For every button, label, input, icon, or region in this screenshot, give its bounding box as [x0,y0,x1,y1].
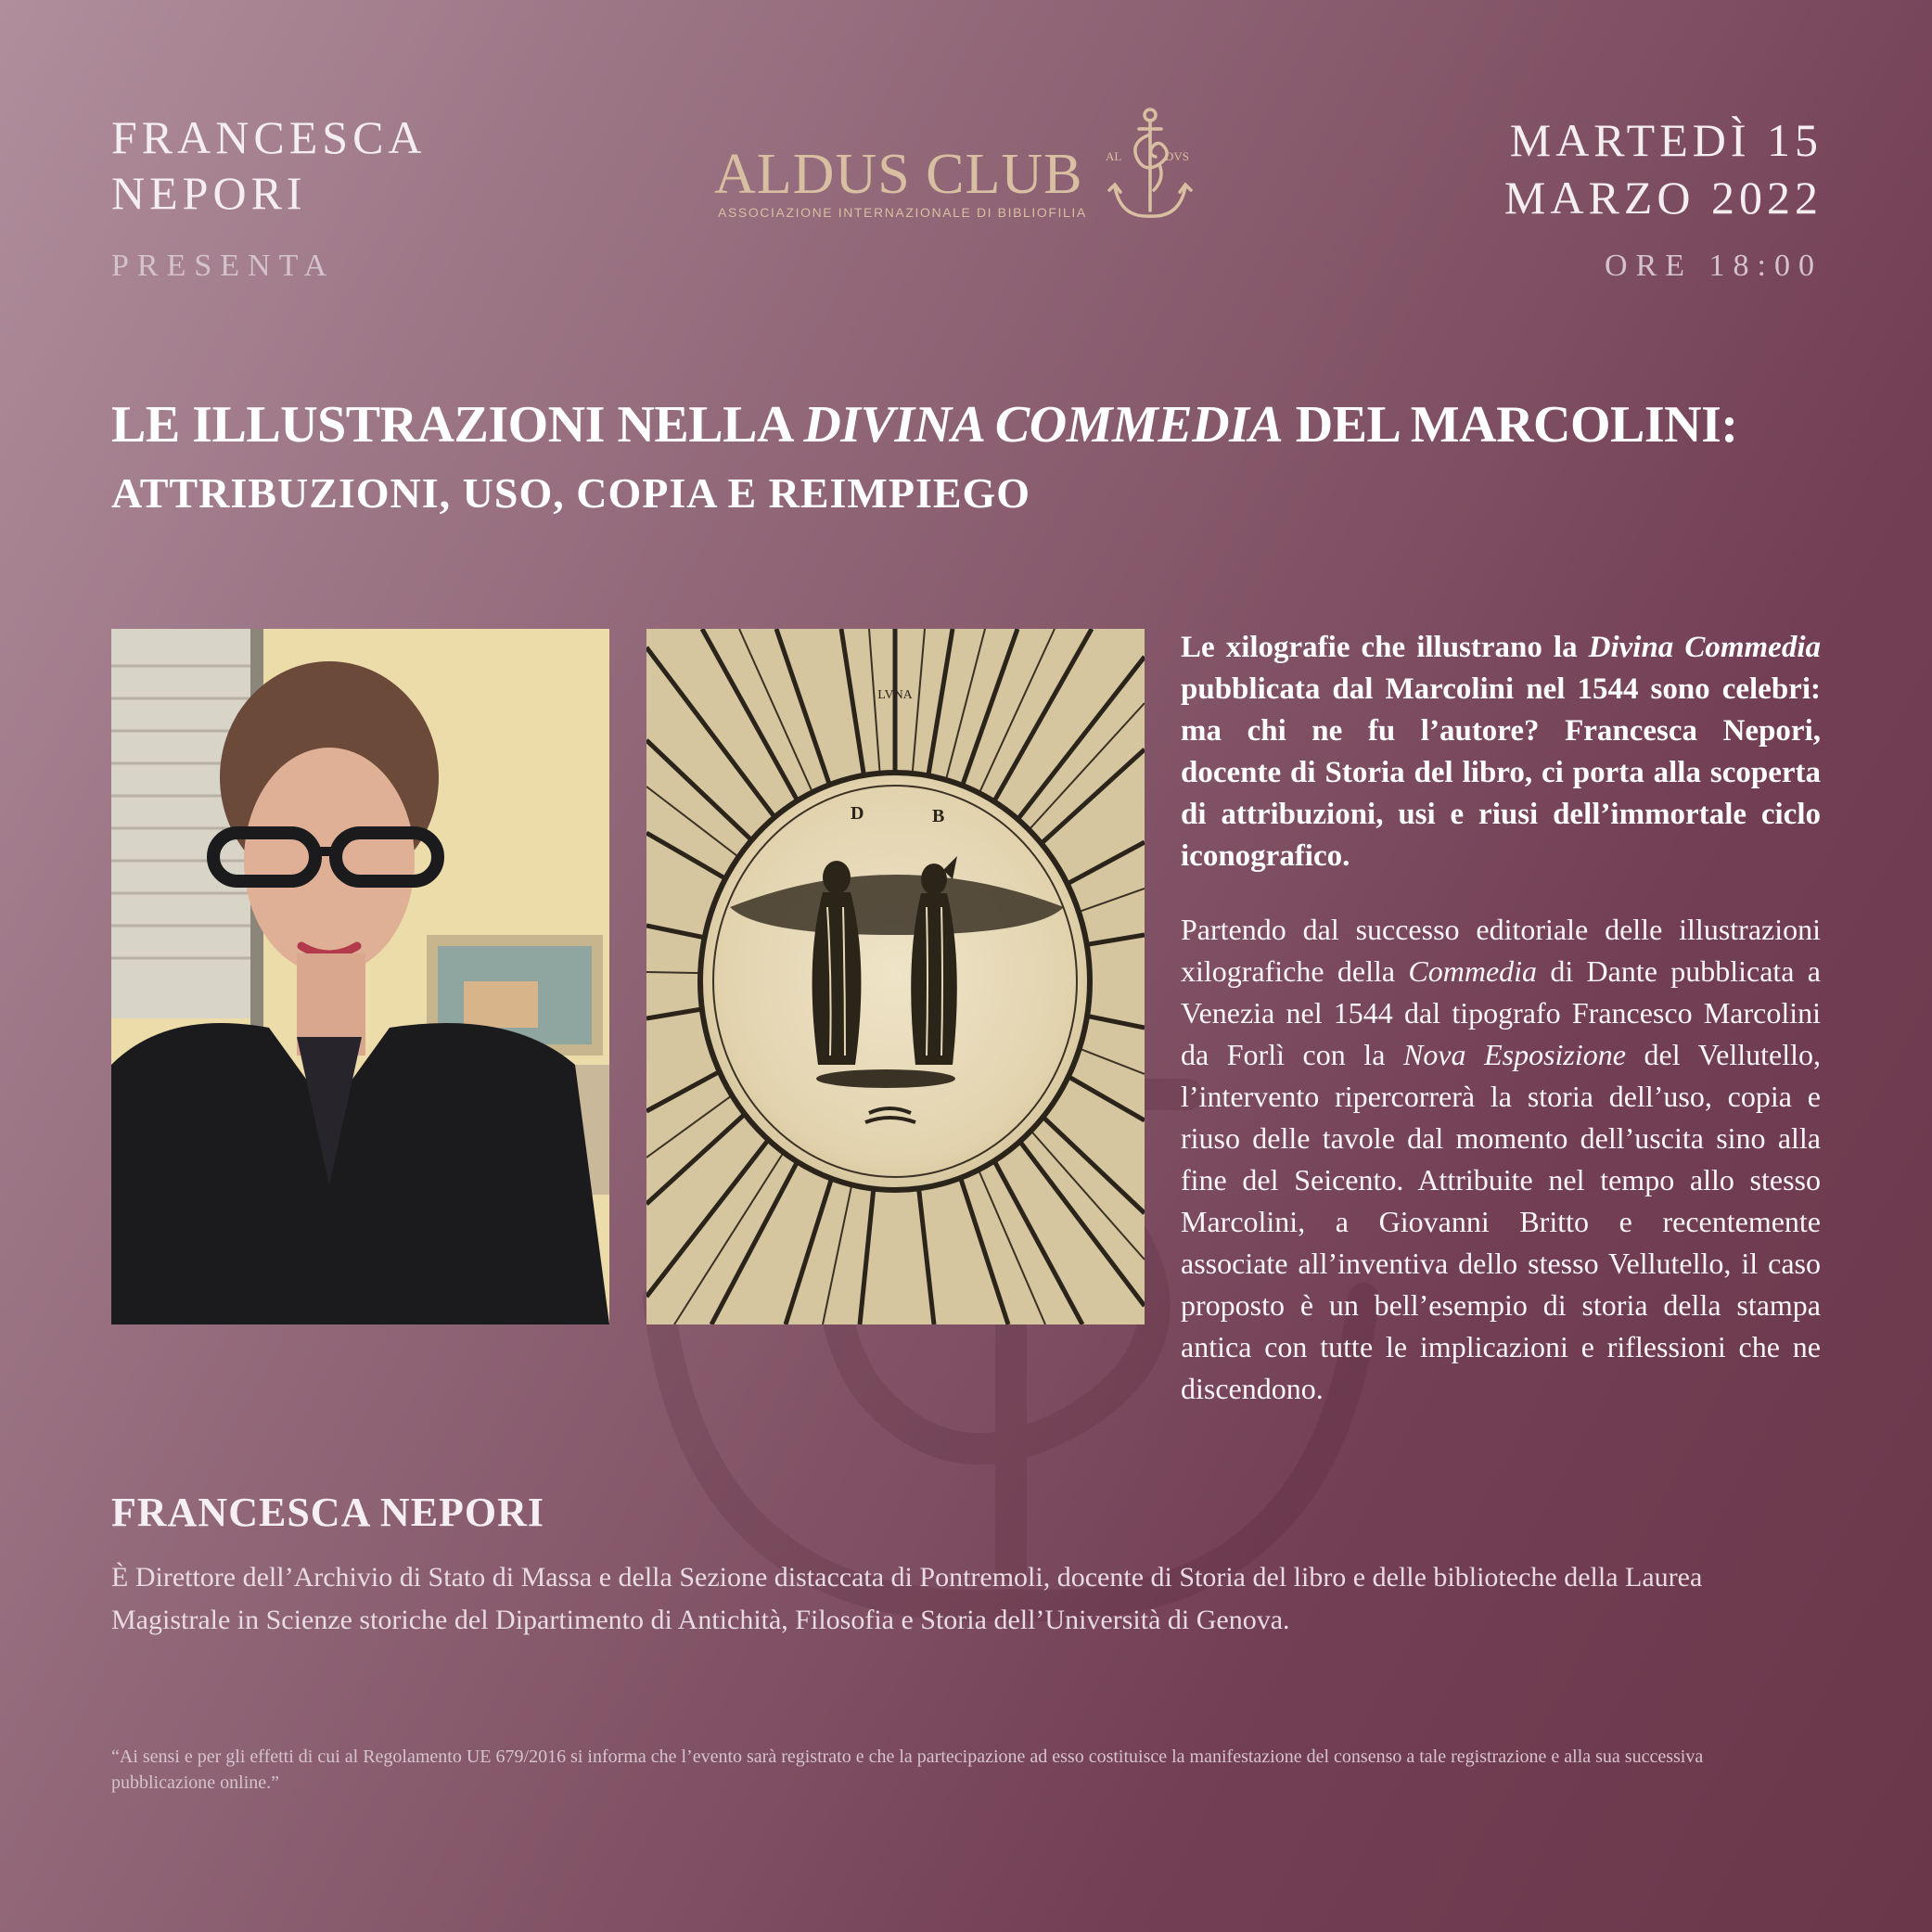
event-date [1340,111,1823,226]
intro-text-2: pubblicata dal Marcolini nel 1544 sono celebri: ma chi ne fu l’autore? Francesca Nepori, docente di Storia del libro, ci porta alla scoperta di attribuzioni, usi e riusi dell’immortale ciclo iconografico. [1181,672,1821,873]
logo-subtitle: ASSOCIAZIONE INTERNAZIONALE DI BIBLIOFILIA [718,205,1087,220]
woodcut-letter-d: D [851,803,864,824]
intro-italic: Divina Commedia [1588,631,1821,664]
presenter-name [111,109,631,221]
body-paragraph [1181,909,1821,1410]
anchor-dolphin-icon [1104,107,1196,225]
logo-name: ALDUS CLUB [714,143,1083,206]
title-part-1: LE ILLUSTRAZIONI NELLA [111,396,804,454]
event-subtitle: ATTRIBUZIONI, USO, COPIA E REIMPIEGO [111,469,1031,517]
body-text-2: di Dante pubblicata a Venezia nel 1544 dal tipografo Francesco Marcolini da Forlì con la [1181,954,1821,1071]
woodcut-image [646,629,1145,1324]
title-part-2: DEL MARCOLINI: [1283,396,1738,454]
body-text-3: del Vellutello, l’intervento ripercorrerà la storia dell’uso, copia e riuso delle tavole dal momento dell’uscita sino alla fine del Seicento. Attribuite nel tempo allo stesso Marcolini, a Giovanni Britto e recentemente associate all’inventiva dello stesso Vellutello, il caso proposto è un bell’esempio di storia della stampa antica con tutte le implicazioni e riflessioni che ne discendono. [1181,1038,1822,1405]
intro-paragraph [1181,627,1821,877]
woodcut-illustration [646,629,1145,1324]
intro-text-1: Le xilografie che illustrano la [1181,631,1589,664]
body-italic-2: Nova Esposizione [1402,1038,1626,1071]
woodcut-letter-b: B [932,806,945,826]
logo-mark-text-left: AL [1106,149,1122,163]
privacy-disclaimer: “Ai sensi e per gli effetti di cui al Regolamento UE 679/2016 si informa che l’evento sarà registrato e che la partecipazione ad esso costituisce la manifestazione del consenso a tale registrazione e alla sua successiva pubblicazione online.” [111,1746,1704,1793]
presenter-first-name: FRANCESCA [111,111,427,163]
presents-label: PRESENTA [111,249,336,283]
presenter-last-name: NEPORI [111,167,307,219]
event-time: ORE 18:00 [1605,249,1823,283]
logo-mark-text-right: DVS [1165,149,1190,163]
woodcut-caption: LVNA [877,688,913,702]
bio-name: FRANCESCA NEPORI [111,1490,545,1535]
body-italic-1: Commedia [1408,954,1538,988]
title-italic: DIVINA COMMEDIA [803,396,1284,454]
aldus-club-logo [714,107,1206,232]
event-title [111,394,1823,455]
bio-text: È Direttore dell’Archivio di Stato di Massa e della Sezione distaccata di Pontremoli, docente di Storia del libro e delle biblioteche della Laurea Magistrale in Scienze storiche del Dipartimento di Antichità, Filosofia e Storia dell’Università di Genova. [111,1562,1703,1635]
body-text-1: Partendo dal successo editoriale delle illustrazioni xilografiche della [1181,913,1821,988]
speaker-portrait-image [111,629,609,1324]
speaker-photo [111,629,609,1324]
event-date-month-year: MARZO 2022 [1503,172,1823,224]
event-date-day: MARTEDÌ 15 [1509,114,1823,166]
